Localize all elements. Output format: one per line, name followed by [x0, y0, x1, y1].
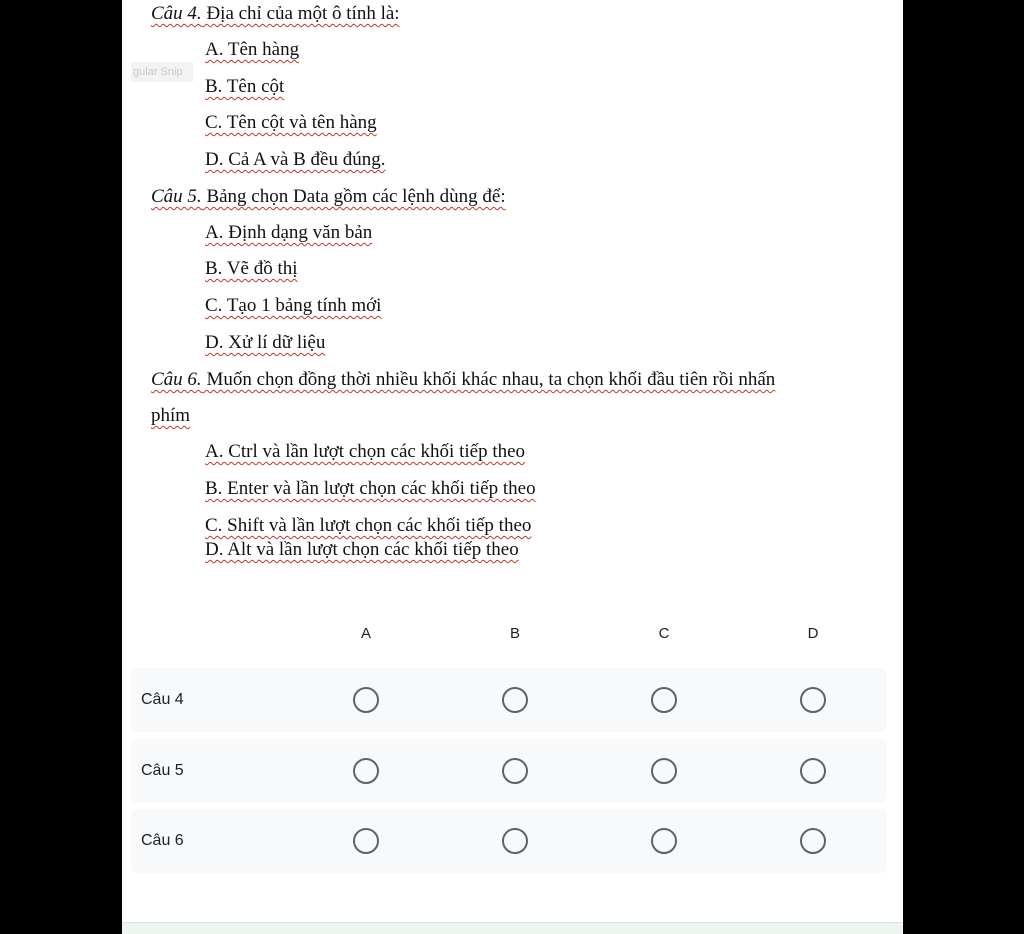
question-4-option-c: C. Tên cột và tên hàng — [205, 112, 377, 133]
radio-cau-4-d[interactable] — [800, 687, 826, 713]
radio-cau-4-b[interactable] — [502, 687, 528, 713]
question-6-continuation: phím — [151, 405, 191, 426]
snipping-tool-watermark: gular Snip — [131, 62, 193, 82]
grid-row-cau-4 — [131, 668, 887, 732]
grid-row-cau-5 — [131, 739, 887, 803]
radio-cau-4-a[interactable] — [353, 687, 379, 713]
question-number: Câu 5. — [151, 186, 202, 207]
question-number: Câu 6. — [151, 369, 202, 390]
question-6-option-c: C. Shift và lần lượt chọn các khối tiếp theo — [205, 515, 532, 536]
column-header-a: A — [360, 625, 371, 642]
question-5-option-d: D. Xử lí dữ liệu — [205, 332, 326, 353]
grid-row-label: Câu 5 — [141, 762, 184, 779]
radio-cau-6-b[interactable] — [502, 828, 528, 854]
grid-row-label: Câu 4 — [141, 691, 184, 708]
radio-cau-6-c[interactable] — [651, 828, 677, 854]
question-4-option-b: B. Tên cột — [205, 76, 285, 97]
question-5-option-c: C. Tạo 1 bảng tính mới — [205, 295, 382, 316]
question-4-option-d: D. Cả A và B đều đúng. — [205, 149, 386, 170]
column-header-d: D — [807, 625, 819, 642]
question-number: Câu 4. — [151, 3, 202, 24]
question-text: Muốn chọn đồng thời nhiều khối khác nhau, ta chọn khối đầu tiên rồi nhấn — [201, 369, 776, 390]
radio-cau-6-a[interactable] — [353, 828, 379, 854]
radio-cau-5-a[interactable] — [353, 758, 379, 784]
question-6-option-b: B. Enter và lần lượt chọn các khối tiếp theo — [205, 478, 536, 499]
question-5-option-a: A. Định dạng văn bản — [205, 222, 373, 243]
grid-row-label: Câu 6 — [141, 832, 184, 849]
radio-cau-5-c[interactable] — [651, 758, 677, 784]
radio-cau-5-b[interactable] — [502, 758, 528, 784]
column-header-c: C — [658, 625, 670, 642]
question-text: Địa chỉ của một ô tính là: — [201, 3, 400, 24]
column-header-b: B — [509, 625, 520, 642]
radio-cau-4-c[interactable] — [651, 687, 677, 713]
bottom-divider — [122, 922, 903, 934]
question-5-option-b: B. Vẽ đồ thị — [205, 258, 298, 279]
question-6-option-a: A. Ctrl và lần lượt chọn các khối tiếp theo — [205, 441, 526, 462]
radio-cau-6-d[interactable] — [800, 828, 826, 854]
question-4-option-a: A. Tên hàng — [205, 39, 300, 60]
question-6-option-d: D. Alt và lần lượt chọn các khối tiếp theo — [205, 539, 519, 560]
question-text: Bảng chọn Data gồm các lệnh dùng để: — [201, 186, 506, 207]
grid-row-cau-6 — [131, 809, 887, 873]
radio-cau-5-d[interactable] — [800, 758, 826, 784]
